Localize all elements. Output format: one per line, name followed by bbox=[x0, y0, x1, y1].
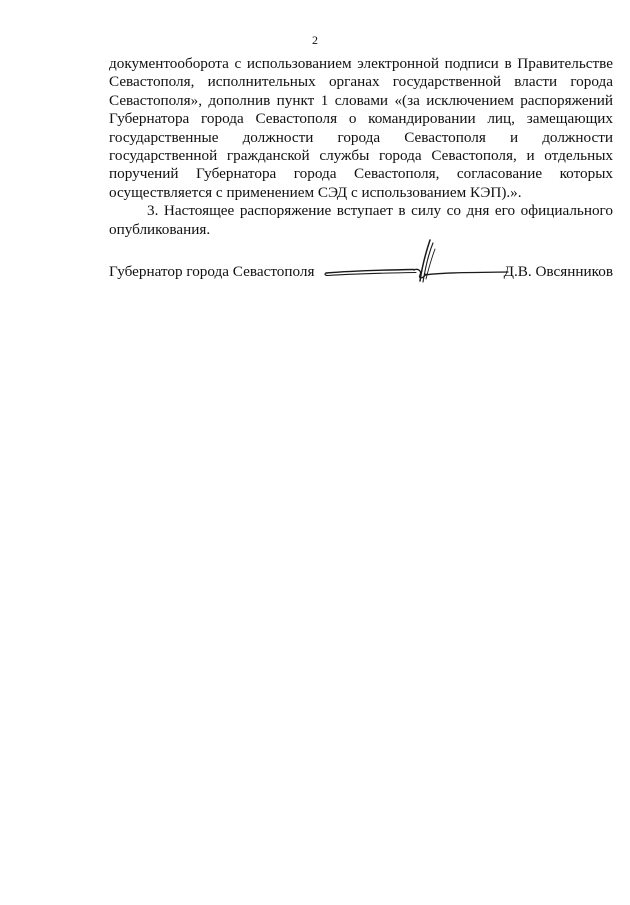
paragraph-continuation: документооборота с использованием электронной подписи в Правительстве Севастополя, исполнительных органах государственной власти города Севастополя», дополнив пункт 1 словами «(за исключением распоряжений Губернатора города Севастополя о командировании лиц, замещающих государственные должности города Севастополя и должности государственной гражданской службы города Севастополя, и отдельных поручений Губернатора города Севастополя, согласование которых осуществляется с применением СЭД с использованием КЭП).». bbox=[109, 55, 613, 201]
signer-position: Губернатор города Севастополя bbox=[109, 263, 315, 280]
signature-block bbox=[109, 263, 613, 283]
document-body bbox=[109, 55, 613, 239]
paragraph-item-3: 3. Настоящее распоряжение вступает в силу со дня его официального опубликования. bbox=[109, 202, 613, 238]
page-number: 2 bbox=[312, 33, 318, 47]
signer-name: Д.В. Овсянников bbox=[503, 263, 613, 280]
